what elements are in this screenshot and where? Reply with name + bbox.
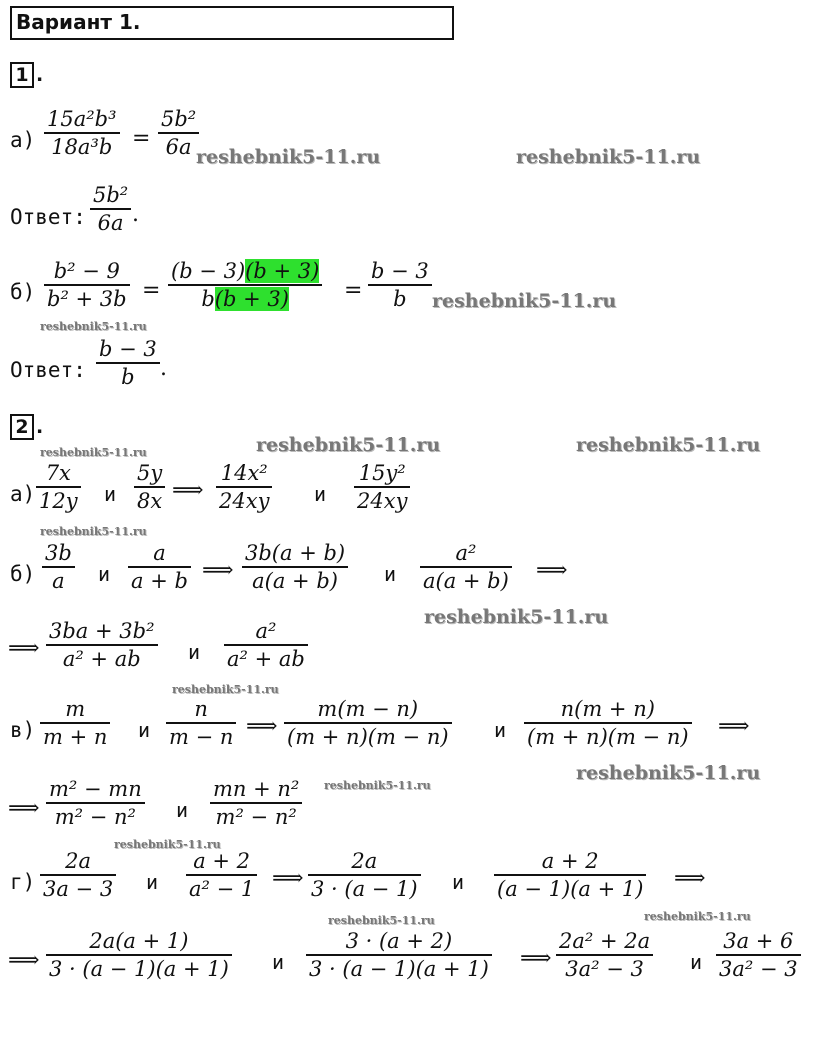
conjunction: и: [138, 718, 151, 742]
page-title: Вариант 1.: [16, 10, 141, 34]
implies-arrow: ⟹: [536, 558, 568, 583]
answer-fraction-1b: [96, 336, 160, 390]
implies-arrow: ⟹: [718, 714, 750, 739]
fraction-2a-3: [216, 460, 272, 514]
highlighted-factor: (b + 3): [214, 286, 289, 311]
answer-period: .: [160, 356, 167, 381]
numerator: 2a(a + 1): [89, 929, 189, 953]
watermark: reshebnik5-11.ru: [432, 290, 617, 312]
numerator: 2a: [351, 849, 378, 873]
fraction-2b-3: [242, 540, 348, 594]
numerator: 3b(a + b): [245, 541, 346, 565]
denominator: 3 · (a − 1)(a + 1): [49, 956, 229, 981]
numerator: mn + n²: [213, 777, 300, 801]
numerator: a + 2: [541, 849, 599, 873]
equals-sign: =: [142, 278, 161, 303]
implies-arrow: ⟹: [172, 478, 204, 503]
denominator: (a − 1)(a + 1): [497, 876, 644, 901]
numerator: 2a² + 2a: [559, 929, 651, 953]
denominator: a: [52, 568, 65, 593]
denominator: 6a: [97, 210, 124, 235]
item-label-1b: б): [10, 280, 36, 304]
conjunction: и: [314, 482, 327, 506]
fraction-1a-1: [44, 106, 120, 160]
numerator: [168, 258, 322, 284]
fraction-2a-4: [354, 460, 410, 514]
fraction-2b-5: [46, 618, 158, 672]
denominator: a(a + b): [423, 568, 509, 593]
implies-arrow: ⟹: [272, 866, 304, 891]
denominator: m² − n²: [54, 804, 136, 829]
numerator: 14x²: [220, 461, 268, 485]
denominator: 6a: [165, 134, 192, 159]
numerator: m² − mn: [49, 777, 142, 801]
numerator-part: (b − 3): [171, 259, 246, 283]
numerator: m: [65, 697, 86, 721]
fraction-2a-1: [36, 460, 81, 514]
denominator: b: [121, 364, 135, 389]
numerator: 3a + 6: [723, 929, 794, 953]
answer-label-1a: Ответ:: [10, 205, 86, 229]
watermark: reshebnik5-11.ru: [576, 762, 761, 784]
watermark: reshebnik5-11.ru: [328, 914, 435, 927]
implies-arrow: ⟹: [8, 796, 40, 821]
fraction-2c-3: [284, 696, 452, 750]
answer-fraction-1a: [90, 182, 131, 236]
numerator: 3ba + 3b²: [49, 619, 155, 643]
denominator: a + b: [131, 568, 188, 593]
numerator: 5y: [137, 461, 163, 485]
numerator: a + 2: [193, 849, 251, 873]
denominator: 12y: [39, 488, 78, 513]
denominator: a² + ab: [62, 646, 141, 671]
conjunction: и: [494, 718, 507, 742]
denominator: 24xy: [357, 488, 408, 513]
numerator: b − 3: [99, 337, 157, 361]
denominator: b² + 3b: [47, 286, 127, 311]
fraction-2d-4: [494, 848, 646, 902]
fraction-2d-3: [308, 848, 421, 902]
implies-arrow: ⟹: [674, 866, 706, 891]
watermark: reshebnik5-11.ru: [172, 683, 279, 696]
watermark: reshebnik5-11.ru: [324, 779, 431, 792]
fraction-2b-4: [420, 540, 512, 594]
watermark: reshebnik5-11.ru: [196, 146, 381, 168]
fraction-2d-2: [186, 848, 257, 902]
numerator: 7x: [45, 461, 71, 485]
implies-arrow: ⟹: [202, 558, 234, 583]
task-number-2-dot: .: [36, 416, 44, 438]
watermark: reshebnik5-11.ru: [114, 838, 221, 851]
fraction-2b-2: [128, 540, 191, 594]
watermark: reshebnik5-11.ru: [40, 525, 147, 538]
watermark: reshebnik5-11.ru: [40, 320, 147, 333]
fraction-2d-7: [556, 928, 653, 982]
fraction-1b-1: [44, 258, 130, 312]
numerator: 3b: [45, 541, 72, 565]
equals-sign: =: [344, 278, 363, 303]
numerator: a: [153, 541, 166, 565]
fraction-2c-6: [210, 776, 302, 830]
task-number-2: 2: [10, 414, 34, 440]
denominator: 3a² − 3: [565, 956, 644, 981]
conjunction: и: [176, 798, 189, 822]
answer-period: .: [132, 202, 139, 227]
denominator: m − n: [169, 724, 234, 749]
watermark: reshebnik5-11.ru: [256, 434, 441, 456]
numerator: 3 · (a + 2): [345, 929, 453, 953]
fraction-2b-6: [224, 618, 308, 672]
numerator: a²: [255, 619, 277, 643]
watermark: reshebnik5-11.ru: [424, 606, 609, 628]
numerator: m(m − n): [317, 697, 419, 721]
task-number-1-dot: .: [36, 64, 44, 86]
fraction-2a-2: [134, 460, 165, 514]
conjunction: и: [384, 562, 397, 586]
denominator: 3a − 3: [43, 876, 114, 901]
fraction-1a-2: [158, 106, 199, 160]
denominator: a(a + b): [252, 568, 338, 593]
denominator: [198, 286, 292, 312]
implies-arrow: ⟹: [520, 946, 552, 971]
numerator: b² − 9: [53, 259, 120, 283]
numerator: 5b²: [161, 107, 197, 131]
denominator: 3a² − 3: [719, 956, 798, 981]
fraction-2d-8: [716, 928, 801, 982]
conjunction: и: [452, 870, 465, 894]
implies-arrow: ⟹: [8, 948, 40, 973]
item-label-1a: а): [10, 128, 36, 152]
answer-label-1b: Ответ:: [10, 358, 86, 382]
fraction-2c-4: [524, 696, 692, 750]
denominator: a² − 1: [189, 876, 255, 901]
numerator: 5b²: [93, 183, 129, 207]
task-number-1: 1: [10, 62, 34, 88]
conjunction: и: [104, 482, 117, 506]
numerator: 2a: [65, 849, 92, 873]
fraction-1b-3: [368, 258, 432, 312]
conjunction: и: [188, 640, 201, 664]
implies-arrow: ⟹: [246, 714, 278, 739]
watermark: reshebnik5-11.ru: [576, 434, 761, 456]
numerator: a²: [455, 541, 477, 565]
denominator: (m + n)(m − n): [287, 724, 449, 749]
fraction-2c-5: [46, 776, 145, 830]
equals-sign: =: [132, 126, 151, 151]
numerator: n(m + n): [560, 697, 655, 721]
fraction-2c-2: [166, 696, 236, 750]
denominator: a² + ab: [227, 646, 305, 671]
implies-arrow: ⟹: [8, 636, 40, 661]
conjunction: и: [146, 870, 159, 894]
fraction-1b-2: [168, 258, 322, 312]
conjunction: и: [98, 562, 111, 586]
denominator: 18a³b: [51, 134, 113, 159]
numerator: n: [194, 697, 208, 721]
denominator: 24xy: [219, 488, 270, 513]
conjunction: и: [690, 950, 703, 974]
fraction-2d-1: [40, 848, 116, 902]
item-label-2d: г): [10, 870, 36, 894]
item-label-2c: в): [10, 718, 36, 742]
denominator: 8x: [137, 488, 163, 513]
denominator: 3 · (a − 1)(a + 1): [309, 956, 489, 981]
fraction-2b-1: [42, 540, 75, 594]
numerator: b − 3: [371, 259, 429, 283]
watermark: reshebnik5-11.ru: [40, 446, 147, 459]
numerator: 15y²: [358, 461, 406, 485]
item-label-2b: б): [10, 562, 36, 586]
watermark: reshebnik5-11.ru: [644, 910, 751, 923]
denominator: 3 · (a − 1): [311, 876, 418, 901]
denominator: (m + n)(m − n): [527, 724, 689, 749]
numerator: 15a²b³: [47, 107, 117, 131]
fraction-2d-6: [306, 928, 492, 982]
denominator: m² − n²: [215, 804, 297, 829]
highlighted-factor: (b + 3): [245, 259, 320, 283]
fraction-2c-1: [40, 696, 110, 750]
denominator-part: b: [201, 286, 215, 311]
watermark: reshebnik5-11.ru: [516, 146, 701, 168]
item-label-2a: а): [10, 482, 36, 506]
fraction-2d-5: [46, 928, 232, 982]
conjunction: и: [272, 950, 285, 974]
denominator: b: [393, 286, 407, 311]
denominator: m + n: [43, 724, 108, 749]
